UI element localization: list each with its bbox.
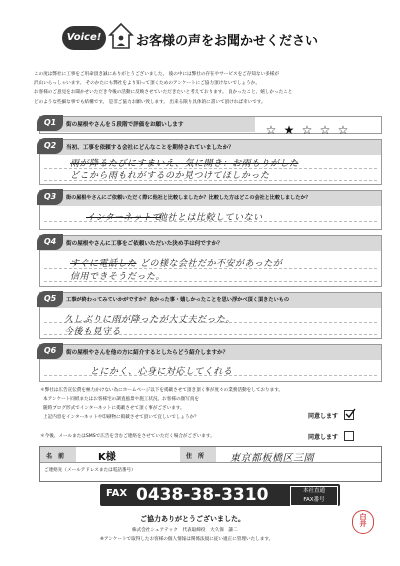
question-text: 街の屋根やさんを５段階で評価をお願いします (66, 122, 184, 128)
consent-note: ＊今後、メールまたはSMSで広告を含むご連絡をさせていただく場合がございます。 (40, 434, 215, 439)
voice-bubble-text: Voice! (66, 32, 102, 43)
name-address-form (39, 446, 382, 482)
question-text: 当初、工事を依頼する会社にどんなことを期待されていましたか？ (66, 145, 234, 151)
intro-line: どのような些細な事でも結構です。 是非ご協力お願い致します。 出来る限り具体的に書いて頂ければ幸いです。 (34, 99, 266, 105)
fax-side-bottom: FAX番号 (303, 497, 325, 503)
answer-text: どの様な会社だか不安があったが (140, 259, 283, 269)
name-label: 名 前 (46, 453, 65, 460)
question-1 (39, 116, 382, 137)
star-icon[interactable]: ★ (283, 123, 295, 137)
question-number: Q6 (37, 343, 63, 359)
intro-line: 沢山いらっしゃいます。 そのかたにも弊社をより知って頂くためのアンケートにご協力頂けないでしょうか。 (34, 81, 260, 87)
consent-note: 随時ブログ形式でインターネットに掲載させて頂く事がございます。 (43, 406, 185, 411)
agree-checkbox-2[interactable] (344, 431, 354, 441)
question-number: Q5 (37, 291, 63, 307)
consent-note: 上記内容をインターネットや印刷物に掲載させて頂いて宜しいでしょうか？ (43, 415, 199, 420)
question-number: Q2 (37, 138, 63, 154)
company-text: 株式会社シェアテック 代表取締役 大久保 謙二 (132, 528, 238, 533)
consent-note: 本アンケート同紙またはお客様宅の調査風景や施工状況、お客様の顔写真を (43, 397, 199, 402)
page-title: お客様の声をお聞かせください (136, 34, 319, 49)
answer-struck: 雨が降るたびにすまいえ、気に開き：お雨もりがした (70, 159, 299, 169)
question-3 (39, 190, 382, 230)
answer-text: 他社とは比較していない (158, 213, 263, 223)
question-number: Q3 (37, 189, 63, 205)
star-icon[interactable]: ☆ (319, 123, 331, 137)
question-4 (39, 235, 382, 287)
question-number: Q1 (37, 115, 63, 131)
name-value[interactable]: K様 (98, 452, 116, 463)
question-number: Q4 (37, 234, 63, 250)
intro-text (34, 70, 292, 107)
intro-line: お客様のご意見をお聞かせいただき今後の活動に反映させていただきたいと考えております。 良かったこと、嬉しかったこと (34, 90, 293, 96)
intro-line: この度は弊社に工事をご用命頂き誠にありがとうございました。 彼の中には弊社の存在やサービスをご存知ない多様が (34, 72, 279, 77)
seal-text: 白井 (359, 513, 367, 527)
fax-side-top: 本社直通 (302, 488, 325, 494)
seal-stamp (352, 510, 374, 534)
answer-text: どこから雨もれがするのか見つけてほしかった (70, 171, 270, 181)
fax-label: FAX (106, 488, 128, 499)
star-icon[interactable]: ☆ (337, 123, 349, 137)
voice-bubble (62, 26, 106, 50)
house-icon (108, 22, 134, 50)
fax-number: 0438-38-3310 (136, 485, 269, 505)
checkmark-icon (344, 408, 356, 420)
contact-label: ご連絡先（メールアドレスまたは電話番号） (44, 468, 136, 473)
question-text: 街の屋根やさんに工事をご依頼いただいた決め手は何ですか？ (66, 241, 223, 247)
question-text: 街の屋根やさんを他の方に紹介するとしたらどう紹介しますか？ (66, 350, 229, 356)
privacy-note: ※アンケートで取得したお客様の個人情報は関係法規に従い適正に管理いたします。 (100, 537, 274, 542)
answer-text: とにかく、心身に対応してくれる (90, 367, 233, 377)
star-icon[interactable]: ☆ (301, 123, 313, 137)
star-icon[interactable]: ☆ (265, 123, 277, 137)
answer-struck: インターネットで (86, 213, 162, 223)
fax-banner (100, 484, 340, 506)
address-label: 住 所 (186, 453, 205, 460)
question-text: 工事が終わってみていかがですか？良かった事・嬉しかったことを思い浮かべ頂く頂きたいもの (66, 297, 290, 303)
agree-label-1: 同意します (308, 413, 339, 420)
star-rating[interactable] (262, 119, 352, 138)
consent-note: ＊弊社は広告宣伝費を極力かけない為にホームページ以下を掲載させて頂き頂く事が度々の業務活動をしております。 (40, 388, 284, 393)
question-text: 街の屋根やさんにご依頼いただく際に他社と比較しましたか？比較した方はどこの会社と比較しましたか？ (66, 195, 311, 201)
question-5 (39, 292, 382, 339)
address-value[interactable]: 東京都板橋区三園 (230, 453, 314, 464)
answer-struck: すぐに電話した (70, 259, 137, 269)
question-2 (39, 139, 382, 185)
agree-label-2: 同意します (308, 434, 339, 441)
answer-text-2: 今後も見守る (64, 327, 122, 337)
question-6 (39, 344, 382, 382)
answer-text: 久しぶりに雨が降ったが大丈夫だった。 (64, 315, 236, 325)
thanks-text: ご協力ありがとうございました。 (140, 515, 245, 523)
answer-text-2: 信用できそうだった。 (70, 272, 166, 282)
agree-checkbox-1[interactable] (344, 410, 354, 420)
